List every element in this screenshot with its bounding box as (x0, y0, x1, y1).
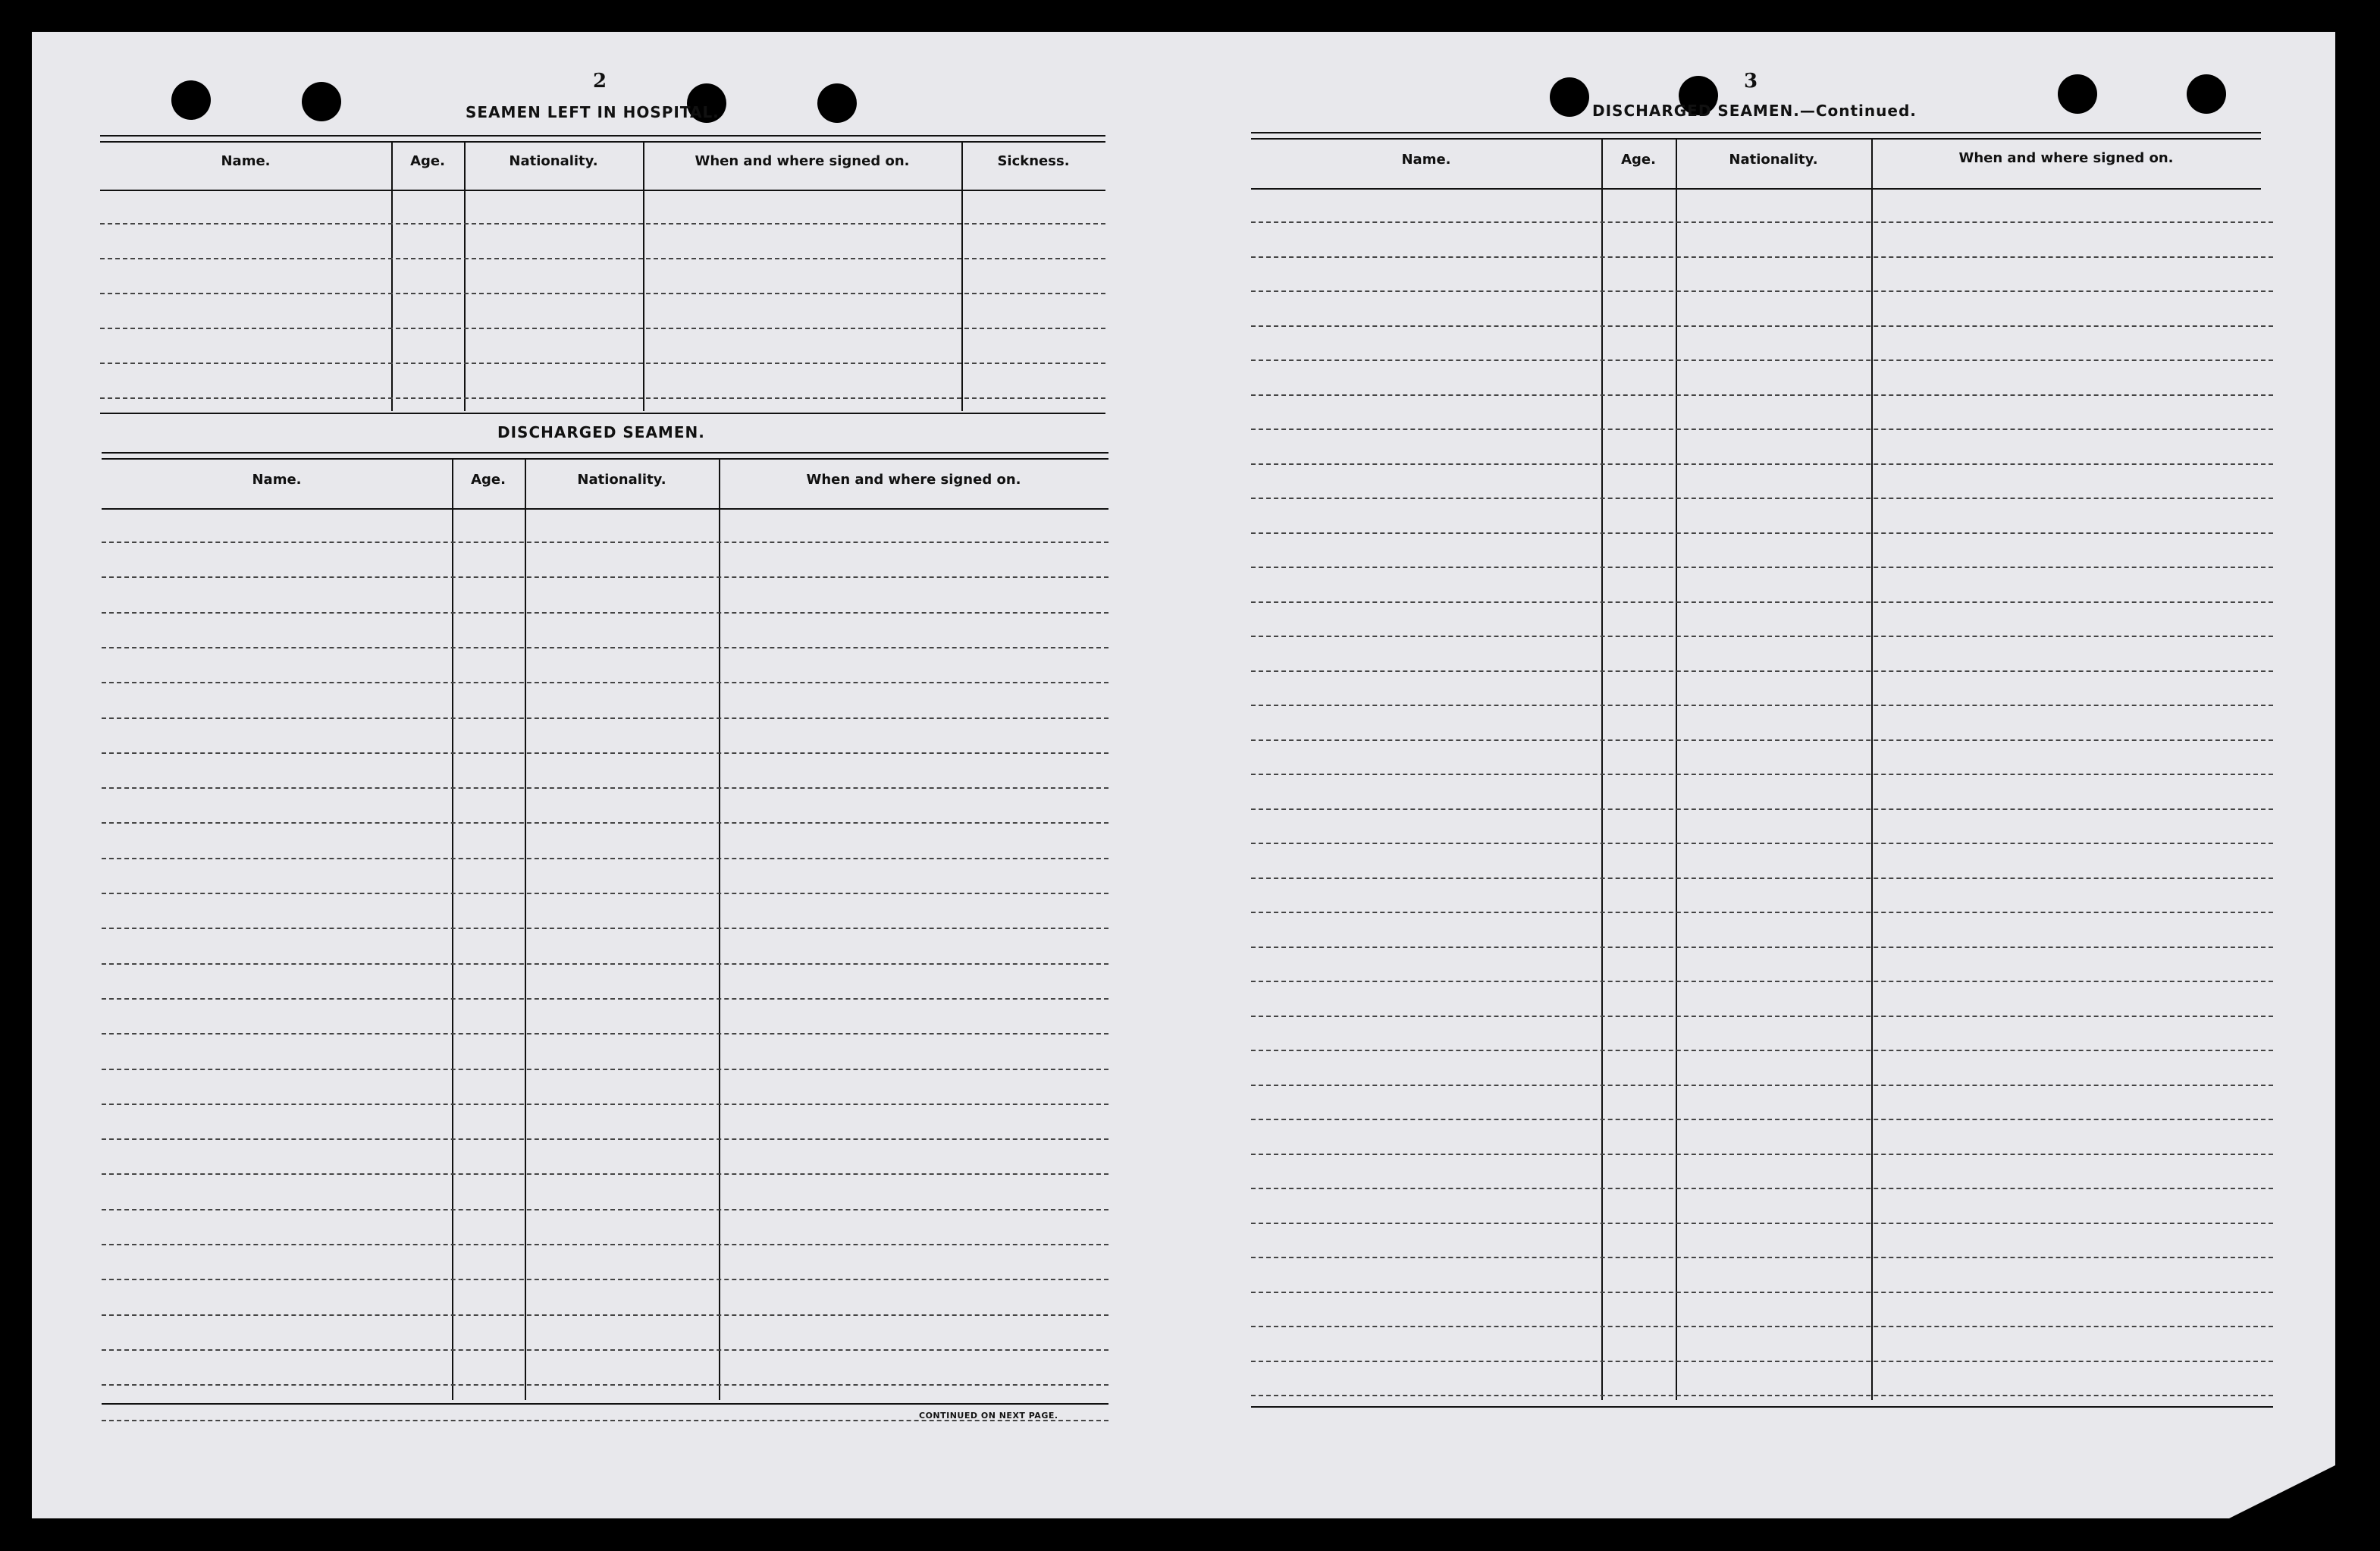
blank-entry-row (102, 822, 1108, 824)
blank-entry-row (1251, 1257, 2273, 1258)
column-header-signed-on: When and where signed on. (695, 153, 910, 169)
hospital-table (100, 135, 1105, 416)
blank-entry-row (1251, 429, 2273, 430)
blank-entry-row (1251, 567, 2273, 568)
blank-entry-row (102, 1069, 1108, 1070)
blank-entry-row (1251, 670, 2273, 672)
column-header-name: Name. (1401, 152, 1451, 168)
punch-hole (2187, 74, 2226, 114)
table-bottom-rule (1251, 1406, 2273, 1408)
table-top-rule (1251, 132, 2261, 140)
discharged-section-title: DISCHARGED SEAMEN. (497, 423, 705, 441)
column-header-age: Age. (471, 472, 506, 488)
blank-entry-row (102, 1279, 1108, 1280)
blank-entry-row (102, 1244, 1108, 1245)
blank-entry-row (1251, 1395, 2273, 1396)
blank-entry-row (102, 752, 1108, 754)
blank-entry-row (100, 328, 1105, 329)
continued-note: CONTINUED ON NEXT PAGE. (919, 1411, 1058, 1421)
blank-entry-row (102, 1349, 1108, 1351)
blank-entry-row (1251, 636, 2273, 637)
blank-entry-row (1251, 843, 2273, 844)
blank-entry-row (102, 647, 1108, 648)
punch-hole (302, 82, 341, 121)
blank-entry-row (102, 612, 1108, 614)
column-header-name: Name. (221, 153, 271, 169)
blank-entry-row (1251, 1016, 2273, 1017)
blank-entry-row (1251, 325, 2273, 327)
blank-entry-row (102, 1209, 1108, 1210)
table-top-rule (100, 135, 1105, 143)
header-rule (1251, 188, 2261, 190)
blank-entry-row (1251, 808, 2273, 810)
column-divider (464, 141, 466, 411)
discharged-table (102, 452, 1108, 1409)
blank-entry-row (1251, 705, 2273, 706)
hospital-section-title: SEAMEN LEFT IN HOSPITAL. (466, 103, 720, 121)
blank-entry-row (102, 1033, 1108, 1035)
blank-entry-row (102, 893, 1108, 894)
blank-entry-row (1251, 221, 2273, 223)
blank-entry-row (102, 576, 1108, 578)
blank-entry-row (102, 998, 1108, 1000)
column-divider (1676, 138, 1677, 1400)
punch-hole (1550, 77, 1589, 117)
blank-entry-row (1251, 359, 2273, 361)
punch-hole (2058, 74, 2097, 114)
blank-entry-row (100, 363, 1105, 364)
blank-entry-row (1251, 1050, 2273, 1051)
header-rule (102, 508, 1108, 510)
torn-corner (2229, 1465, 2335, 1518)
table-bottom-rule (102, 1403, 1108, 1405)
table-top-rule (102, 452, 1108, 460)
blank-entry-row (102, 542, 1108, 543)
blank-entry-row (1251, 256, 2273, 258)
punch-hole (817, 83, 857, 123)
blank-entry-row (102, 1104, 1108, 1105)
column-header-nationality: Nationality. (577, 472, 666, 488)
blank-entry-row (1251, 1223, 2273, 1224)
column-divider (1601, 138, 1603, 1400)
blank-entry-row (1251, 1292, 2273, 1293)
blank-entry-row (100, 397, 1105, 399)
blank-entry-row (1251, 532, 2273, 534)
blank-entry-row (102, 1173, 1108, 1175)
blank-entry-row (1251, 394, 2273, 396)
column-header-sickness: Sickness. (997, 153, 1070, 169)
blank-entry-row (1251, 1154, 2273, 1155)
column-header-age: Age. (1621, 152, 1656, 168)
blank-entry-row (102, 787, 1108, 789)
blank-entry-row (1251, 739, 2273, 741)
column-divider (961, 141, 963, 411)
blank-entry-row (102, 1138, 1108, 1140)
punch-hole (171, 80, 211, 120)
blank-entry-row (1251, 290, 2273, 292)
blank-entry-row (102, 682, 1108, 683)
blank-entry-row (102, 717, 1108, 719)
table-bottom-rule (100, 413, 1105, 414)
blank-entry-row (1251, 774, 2273, 775)
blank-entry-row (100, 258, 1105, 259)
blank-entry-row (102, 858, 1108, 859)
blank-entry-row (1251, 1326, 2273, 1327)
page-number: 2 (593, 70, 607, 93)
blank-entry-row (1251, 1361, 2273, 1362)
header-rule (100, 190, 1105, 191)
blank-entry-row (102, 1314, 1108, 1316)
blank-entry-row (1251, 1188, 2273, 1189)
column-header-signed-on: When and where signed on. (806, 472, 1021, 488)
blank-entry-row (102, 963, 1108, 965)
blank-entry-row (100, 293, 1105, 294)
column-header-age: Age. (410, 153, 445, 169)
column-header-signed-on: When and where signed on. (1958, 150, 2174, 166)
column-divider (1871, 138, 1873, 1400)
page-number: 3 (1744, 70, 1758, 93)
blank-entry-row (1251, 463, 2273, 465)
column-divider (643, 141, 644, 411)
column-divider (391, 141, 393, 411)
discharged-continued-section-title: DISCHARGED SEAMEN.—Continued. (1592, 102, 1917, 120)
blank-entry-row (1251, 912, 2273, 913)
blank-entry-row (102, 1384, 1108, 1386)
discharged-continued-table (1251, 132, 2273, 1409)
column-header-name: Name. (252, 472, 302, 488)
column-header-nationality: Nationality. (509, 153, 598, 169)
blank-entry-row (1251, 1085, 2273, 1086)
column-header-nationality: Nationality. (1729, 152, 1818, 168)
blank-entry-row (1251, 981, 2273, 982)
blank-entry-row (1251, 498, 2273, 499)
blank-entry-row (1251, 1119, 2273, 1120)
blank-entry-row (102, 928, 1108, 929)
blank-entry-row (1251, 878, 2273, 879)
blank-entry-row (1251, 601, 2273, 603)
blank-entry-row (100, 223, 1105, 224)
blank-entry-row (1251, 947, 2273, 948)
